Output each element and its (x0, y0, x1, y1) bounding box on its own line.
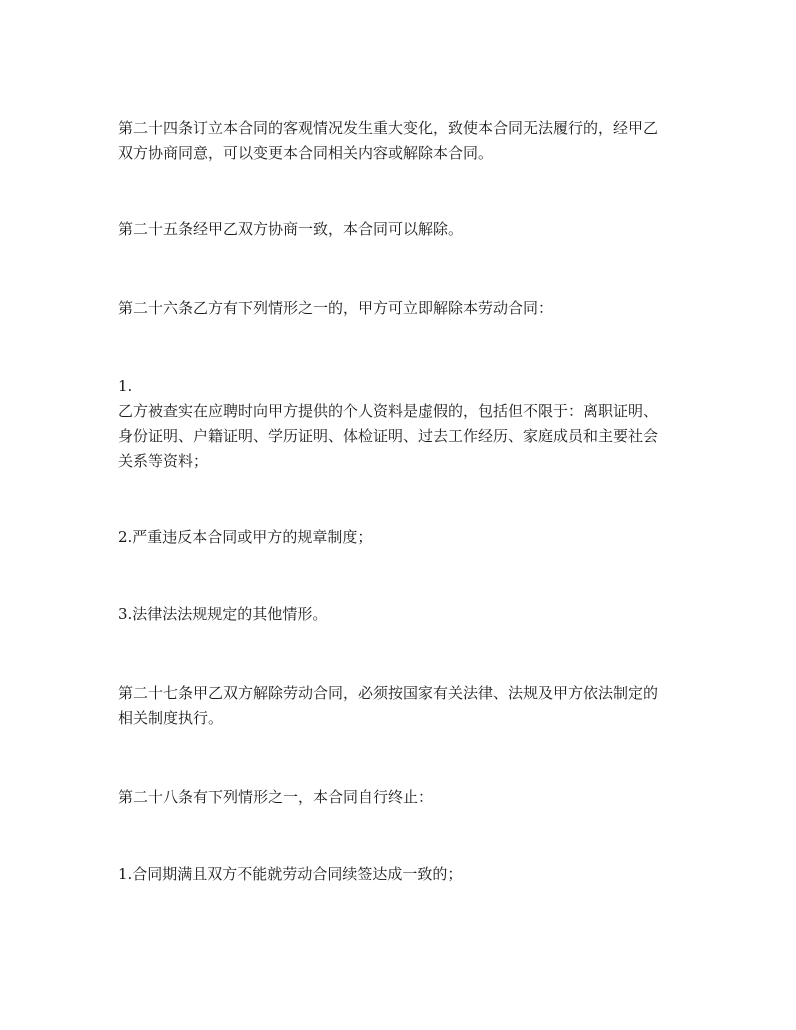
article-25-line-1: 第二十五条经甲乙双方协商一致，本合同可以解除。 (118, 220, 464, 238)
item-2-line-1: 2.严重违反本合同或甲方的规章制度； (118, 528, 373, 546)
item-3-line-1: 3.法律法法规规定的其他情形。 (118, 605, 328, 623)
item-1-number: 1. (118, 377, 133, 395)
item-1-line-3: 关系等资料； (118, 452, 209, 470)
article-28-line-1: 第二十八条有下列情形之一，本合同自行终止： (118, 788, 434, 806)
article-24-line-2: 双方协商同意，可以变更本合同相关内容或解除本合同。 (118, 144, 494, 162)
article-27-line-1: 第二十七条甲乙双方解除劳动合同，必须按国家有关法律、法规及甲方依法制定的 (118, 684, 659, 702)
item-1-line-1: 乙方被查实在应聘时向甲方提供的个人资料是虚假的，包括但不限于：离职证明、 (118, 402, 659, 420)
article-27-line-2: 相关制度执行。 (118, 709, 224, 727)
item-1-line-2: 身份证明、户籍证明、学历证明、体检证明、过去工作经历、家庭成员和主要社会 (118, 427, 659, 445)
article-26-line-1: 第二十六条乙方有下列情形之一的，甲方可立即解除本劳动合同： (118, 299, 554, 317)
termination-item-1-line-1: 1.合同期满且双方不能就劳动合同续签达成一致的； (118, 865, 463, 883)
article-24-line-1: 第二十四条订立本合同的客观情况发生重大变化，致使本合同无法履行的，经甲乙 (118, 119, 659, 137)
